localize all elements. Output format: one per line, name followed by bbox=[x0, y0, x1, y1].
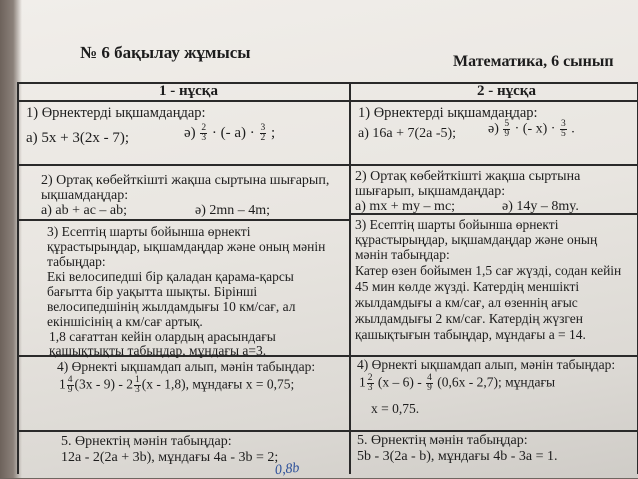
v1-task3-line6: велосипедшінің жылдамдығы 10 км/сағ, ал bbox=[47, 299, 296, 314]
v2-fraction-5-9: $\frac{5}{9}$ bbox=[504, 119, 510, 139]
v2-task2-a: а) mx + my – mc; bbox=[355, 199, 456, 214]
v2-task2-line2: шығарып, ықшамдаңдар: bbox=[355, 184, 506, 199]
header-row-divider bbox=[17, 100, 638, 102]
v2-task1-b bbox=[488, 120, 575, 139]
v1-task3-line1: 3) Есептің шарты бойынша өрнекті bbox=[47, 224, 251, 239]
v2-fraction-3-5: $\frac{3}{5}$ bbox=[560, 119, 566, 139]
variant1-heading: 1 - нұсқа bbox=[159, 83, 218, 99]
v2-fraction-4-9: $\frac{4}{9}$ bbox=[427, 373, 432, 393]
column-divider bbox=[349, 82, 351, 474]
v1-task2-b: ә) 2mn – 4m; bbox=[195, 203, 271, 218]
v2-task2-line1: 2) Ортақ көбейткішті жақша сыртына bbox=[355, 169, 581, 184]
v1-fraction-4-9: $\frac{4}{9}$ bbox=[67, 375, 73, 395]
v1-fraction-2-3: $\frac{2}{3}$ bbox=[201, 123, 207, 143]
v1-task1-b bbox=[184, 124, 275, 143]
row4-divider bbox=[17, 430, 638, 432]
v2-task3-line5: 45 мин көлде жүзді. Катердің меншікті bbox=[355, 279, 580, 294]
v2-task2-b: ә) 14y – 8my. bbox=[502, 199, 579, 214]
v1-task3-line8: 1,8 сағаттан кейін олардың арасындағы bbox=[49, 329, 276, 344]
v1-fraction-3-2: $\frac{3}{2}$ bbox=[260, 123, 266, 143]
v2-task5-expression: 5b - 3(2a - b), мұндағы 4b - 3a = 1. bbox=[357, 449, 558, 464]
v2-task3-line2: құрастырыңдар, ықшамдаңдар және оның bbox=[355, 232, 598, 247]
v1-task3-line7: екіншісінің а км/сағ артық. bbox=[47, 314, 203, 329]
v2-task4-title: 4) Өрнекті ықшамдап алып, мәнін табыңдар: bbox=[357, 357, 616, 372]
v2-task3-line8: қашықтығын табыңдар, мұндағы а = 14. bbox=[355, 327, 586, 342]
v1-task1-b-prefix: ә) bbox=[184, 124, 196, 141]
v2-task1-b-mid: · (- x) · bbox=[514, 121, 556, 137]
v1-task4-title: 4) Өрнекті ықшамдап алып, мәнін табыңдар: bbox=[57, 359, 316, 374]
v1-task1-b-mid: · (- a) · bbox=[211, 124, 255, 141]
v1-task2-line2: ықшамдаңдар: bbox=[41, 188, 129, 203]
v1-task1-title: 1) Өрнектерді ықшамдаңдар: bbox=[26, 105, 206, 121]
worksheet-title: № 6 бақылау жұмысы bbox=[80, 43, 251, 62]
v2-task1-b-end: . bbox=[571, 121, 575, 137]
v1-task3-line9: қашықтықты табыңдар, мұндағы а=3. bbox=[49, 343, 267, 358]
v2-task1-a: а) 16a + 7(2a -5); bbox=[358, 126, 457, 141]
v1-task1-b-end: ; bbox=[271, 124, 276, 141]
row1-divider bbox=[17, 164, 638, 166]
v1-task2-a: а) ab + ac – ab; bbox=[41, 203, 128, 218]
v1-task4-expression: 1 $\frac{4}{9}$ (3x - 9) - 2 $\frac{1}{3}$ (x - 1,8), мұндағы x = 0,75; bbox=[59, 375, 295, 395]
v2-task3-line3: мәнін табыңдар: bbox=[355, 247, 450, 262]
v1-task5-expression: 12a - 2(2a + 3b), мұндағы 4a - 3b = 2; bbox=[61, 450, 279, 465]
v2-task4-expression: 1 $\frac{2}{3}$ (x – 6) - $\frac{4}{9}$ (0,6x - 2,7); мұндағы bbox=[359, 373, 556, 393]
v2-fraction-2-3: $\frac{2}{3}$ bbox=[367, 373, 373, 393]
variant2-heading: 2 - нұсқа bbox=[477, 83, 536, 99]
v2-task5-title: 5. Өрнектің мәнін табыңдар: bbox=[357, 433, 528, 448]
v1-task3-line4: Екі велосипедші бір қаладан қарама-қарсы bbox=[47, 269, 294, 284]
v1-task3-line2: құрастырыңдар, ықшамдаңдар және оның мәнін bbox=[47, 239, 326, 254]
row2-left-divider bbox=[17, 219, 349, 221]
v2-task4-value: x = 0,75. bbox=[371, 401, 420, 416]
v2-task2-line1-left: 2) Ортақ көбейткішті жақша сыртына шығарып, bbox=[41, 173, 330, 188]
table-border-left bbox=[17, 82, 19, 474]
v2-task3-line1: 3) Есептің шарты бойынша өрнекті bbox=[355, 217, 559, 232]
v1-task3-line3: табыңдар: bbox=[47, 254, 106, 269]
handwritten-note: 0,8b bbox=[274, 460, 301, 479]
v1-task5-title: 5. Өрнектің мәнін табыңдар: bbox=[61, 434, 232, 449]
v1-task1-a: а) 5x + 3(2x - 7); bbox=[26, 130, 130, 146]
tasks-table bbox=[17, 82, 638, 474]
v2-task3-line4: Катер өзен бойымен 1,5 сағ жүзді, содан кейін bbox=[355, 263, 622, 278]
v1-fraction-1-3: $\frac{1}{3}$ bbox=[134, 375, 140, 395]
table-border-top bbox=[17, 82, 638, 84]
subject-label: Математика, 6 сынып bbox=[453, 53, 614, 70]
v2-task3-line6: жылдамдығы а км/сағ, ал өзеннің ағыс bbox=[355, 295, 578, 310]
v2-task1-title: 1) Өрнектерді ықшамдаңдар: bbox=[358, 105, 538, 121]
v1-task3-line5: бағытта бір уақытта шықты. Бірінші bbox=[47, 284, 258, 299]
v2-task3-line7: жылдамдығы 2 км/сағ. Катердің жүзген bbox=[355, 311, 584, 326]
v2-task1-b-prefix: ә) bbox=[488, 121, 499, 137]
